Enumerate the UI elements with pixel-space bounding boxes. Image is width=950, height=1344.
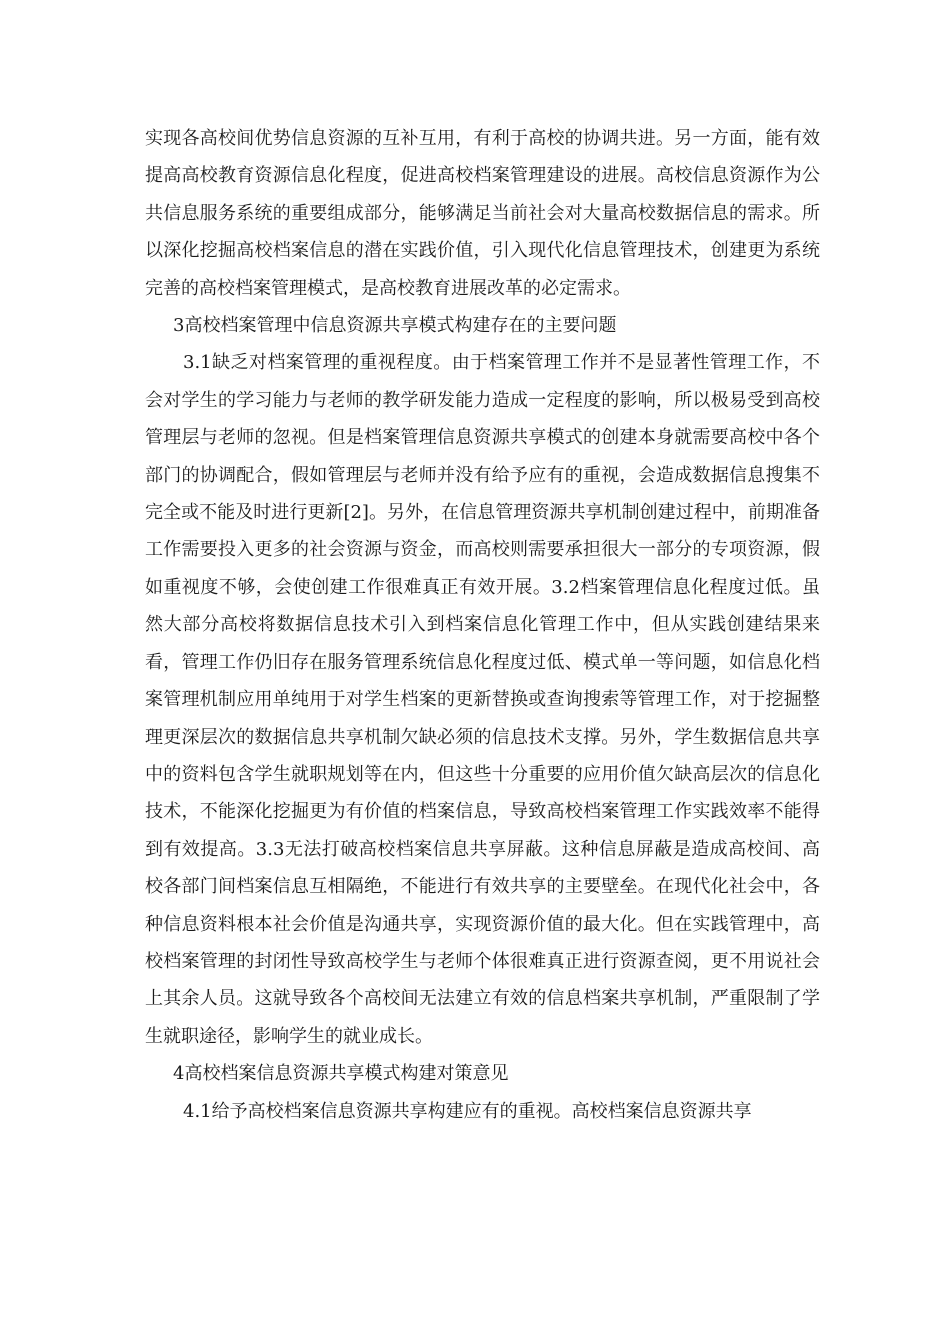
- section-3-paragraph: 3.1缺乏对档案管理的重视程度。由于档案管理工作并不是显著性管理工作，不会对学生的学习能力与老师的教学研发能力造成一定程度的影响，所以极易受到高校管理层与老师的忽视。但是档案管理信息资源共享模式的创建本身就需要高校中各个部门的协调配合，假如管理层与老师并没有给予应有的重视，会造成数据信息搜集不完全或不能及时进行更新[2]。另外，在信息管理资源共享机制创建过程中，前期准备工作需要投入更多的社会资源与资金，而高校则需要承担很大一部分的专项资源，假如重视度不够，会使创建工作很难真正有效开展。3.2档案管理信息化程度过低。虽然大部分高校将数据信息技术引入到档案信息化管理工作中，但从实践创建结果来看，管理工作仍旧存在服务管理系统信息化程度过低、模式单一等问题，如信息化档案管理机制应用单纯用于对学生档案的更新替换或查询搜索等管理工作，对于挖掘整理更深层次的数据信息共享机制欠缺必须的信息技术支撑。另外，学生数据信息共享中的资料包含学生就职规划等在内，但这些十分重要的应用价值欠缺高层次的信息化技术，不能深化挖掘更为有价值的档案信息，导致高校档案管理工作实践效率不能得到有效提高。3.3无法打破高校档案信息共享屏蔽。这种信息屏蔽是造成高校间、高校各部门间档案信息互相隔绝，不能进行有效共享的主要壁垒。在现代化社会中，各种信息资料根本社会价值是沟通共享，实现资源价值的最大化。但在实践管理中，高校档案管理的封闭性导致高校学生与老师个体很难真正进行资源查阅，更不用说社会上其余人员。这就导致各个高校间无法建立有效的信息档案共享机制，严重限制了学生就职途径，影响学生的就业成长。: [145, 352, 820, 1047]
- section-3-heading: 3高校档案管理中信息资源共享模式构建存在的主要问题: [173, 315, 617, 337]
- document-body: [145, 120, 820, 1130]
- intro-paragraph: 实现各高校间优势信息资源的互补互用，有利于高校的协调共进。另一方面，能有效提高高校教育资源信息化程度，促进高校档案管理建设的进展。高校信息资源作为公共信息服务系统的重要组成部分，能够满足当前社会对大量高校数据信息的需求。所以深化挖掘高校档案信息的潜在实践价值，引入现代化信息管理技术，创建更为系统完善的高校档案管理模式，是高校教育进展改革的必定需求。: [145, 128, 820, 299]
- section-4-heading: 4高校档案信息资源共享模式构建对策意见: [173, 1063, 509, 1085]
- section-4-1-paragraph: 4.1给予高校档案信息资源共享构建应有的重视。高校档案信息资源共享: [183, 1100, 752, 1122]
